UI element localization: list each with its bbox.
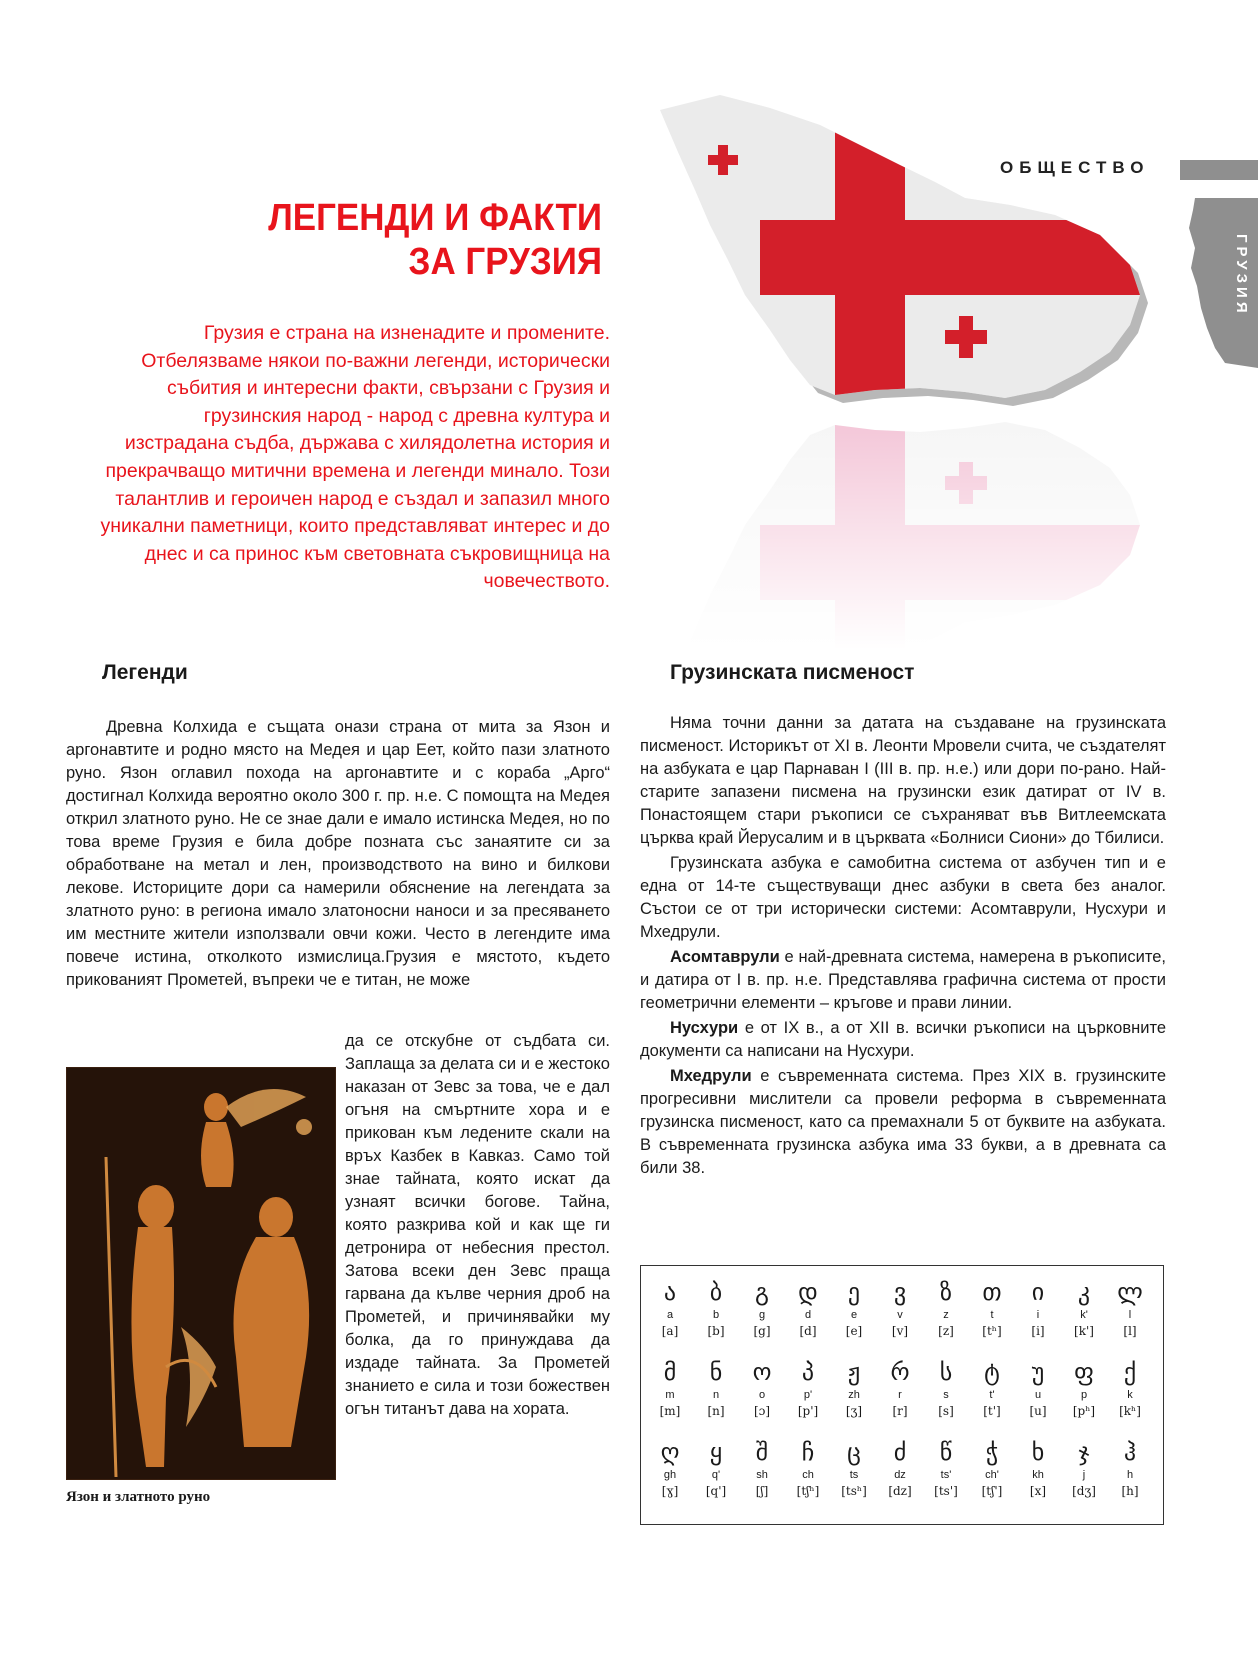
script-paragraph-5	[640, 1065, 1166, 1180]
script-paragraph-2: Грузинската азбука е самобитна система от азбучен тип и е една от 14-те съществуващи днес азбуки в света без аналог. Състои се от три исторически системи: Асомтаврули, Нусхури и Мхедрули.	[640, 854, 1166, 941]
ipa-transcription: [n]	[707, 1404, 725, 1418]
ipa-transcription: [ɔ]	[753, 1404, 771, 1418]
alphabet-cell	[969, 1358, 1015, 1419]
latin-transliteration: q'	[711, 1469, 721, 1481]
script-body	[640, 712, 1166, 1182]
georgian-alphabet-table	[640, 1265, 1164, 1525]
georgian-letter: შ	[755, 1438, 769, 1466]
ipa-transcription: [d]	[799, 1324, 817, 1338]
jason-golden-fleece-painting	[66, 1067, 336, 1480]
ipa-transcription: [ʃ]	[755, 1484, 769, 1498]
georgian-letter: ჰ	[1123, 1438, 1137, 1466]
latin-transliteration: l	[1128, 1309, 1132, 1321]
script-paragraph-4	[640, 1017, 1166, 1063]
alphabet-cell	[1015, 1278, 1061, 1339]
latin-transliteration: kh	[1032, 1469, 1044, 1481]
asomtavruli-text: е най-древната система, намерена в ръкописите, и датира от I в. пр. н.е. Представлява графична система от прости геометрични елементи – кръгове и прави линии.	[640, 948, 1166, 1012]
ipa-transcription: [tʃʰ]	[796, 1484, 820, 1498]
nuskhuri-text: е от IX в., а от XII в. всички ръкописи на църковните документи са написани на Нусхури.	[640, 1019, 1166, 1060]
latin-transliteration: t	[990, 1309, 994, 1321]
alphabet-cell	[647, 1358, 693, 1419]
asomtavruli-term: Асомтаврули	[670, 948, 780, 966]
alphabet-cell	[739, 1358, 785, 1419]
ipa-transcription: [s]	[938, 1404, 954, 1418]
ipa-transcription: [a]	[661, 1324, 679, 1338]
latin-transliteration: b	[712, 1309, 720, 1321]
legends-paragraph-2: да се отскубне от съдбата си. Заплаща за делата си и е жестоко наказан от Зевс за това, че е дал огъня на смъртните хора и е прикован към ледените скали на връх Казбек в Кавказ. Само той знае тайната, която искат да узнаят всички богове. Тайна, която разкрива кой и как ще ги детронира от небесния престол. Затова всеки ден Зевс праща гарвана да кълве черния дроб на Прометей, и причинявайки му болка, да го принуждава да издаде тайната. За Прометей знанието е сила и този божествен огън титанът дава на хората.	[345, 1032, 610, 1418]
legends-heading: Легенди	[102, 661, 188, 684]
alphabet-cell	[785, 1358, 831, 1419]
latin-transliteration: z	[943, 1309, 949, 1321]
georgian-letter: ს	[939, 1358, 953, 1386]
latin-transliteration: ts	[849, 1469, 859, 1481]
alphabet-cell	[831, 1358, 877, 1419]
article-title	[232, 196, 602, 284]
alphabet-cell	[877, 1358, 923, 1419]
alphabet-cell	[831, 1438, 877, 1499]
georgian-letter: პ	[801, 1358, 815, 1386]
georgian-letter: ლ	[1117, 1278, 1143, 1306]
ipa-transcription: [tʃ']	[981, 1484, 1003, 1498]
latin-transliteration: d	[804, 1309, 812, 1321]
article-title-line-2: ЗА ГРУЗИЯ	[408, 241, 602, 283]
alphabet-cell	[1107, 1278, 1153, 1339]
ipa-transcription: [u]	[1029, 1404, 1047, 1418]
script-paragraph-3	[640, 946, 1166, 1015]
latin-transliteration: i	[1036, 1309, 1040, 1321]
latin-transliteration: u	[1034, 1389, 1042, 1401]
latin-transliteration: dz	[894, 1469, 906, 1481]
ipa-transcription: [p']	[797, 1404, 819, 1418]
alphabet-cell	[1061, 1278, 1107, 1339]
georgian-letter: ც	[847, 1438, 861, 1466]
alphabet-cell	[1061, 1438, 1107, 1499]
alphabet-cell	[1107, 1358, 1153, 1419]
georgian-letter: დ	[798, 1278, 818, 1306]
ipa-transcription: [h]	[1121, 1484, 1139, 1498]
script-paragraph-1: Няма точни данни за датата на създаване на грузинската писменост. Историкът от XI в. Леонти Мровели счита, че създателят на азбуката е цар Парнаван I (III в. пр. н.е.) или дори по-рано. Най-старите запазени писмена на грузински език датират от IV в. Понастоящем стари ръкописи се съхраняват във Витлеемската църква край Йерусалим и в църквата «Болниси Сиони» до Тбилиси.	[640, 714, 1166, 847]
ipa-transcription: [q']	[705, 1484, 727, 1498]
alphabet-cell	[923, 1358, 969, 1419]
alphabet-cell	[923, 1438, 969, 1499]
georgian-letter: თ	[982, 1278, 1002, 1306]
ipa-transcription: [b]	[707, 1324, 725, 1338]
alphabet-cell	[1061, 1358, 1107, 1419]
georgian-letter: ღ	[660, 1438, 680, 1466]
latin-transliteration: e	[850, 1309, 858, 1321]
latin-transliteration: zh	[848, 1389, 860, 1401]
ipa-transcription: [i]	[1031, 1324, 1045, 1338]
georgian-letter: ი	[1031, 1278, 1045, 1306]
alphabet-cell	[877, 1278, 923, 1339]
alphabet-cell	[1015, 1358, 1061, 1419]
ipa-transcription: [z]	[938, 1324, 954, 1338]
alphabet-cell	[969, 1438, 1015, 1499]
latin-transliteration: r	[898, 1389, 902, 1401]
latin-transliteration: p'	[803, 1389, 813, 1401]
alphabet-cell	[647, 1438, 693, 1499]
alphabet-cell	[831, 1278, 877, 1339]
latin-transliteration: g	[758, 1309, 766, 1321]
georgian-letter: ე	[847, 1278, 861, 1306]
ipa-transcription: [t']	[983, 1404, 1001, 1418]
mkhedruli-term: Мхедрули	[670, 1067, 752, 1085]
article-title-line-1: ЛЕГЕНДИ И ФАКТИ	[268, 197, 602, 239]
alphabet-cell	[785, 1278, 831, 1339]
georgian-letter: ყ	[709, 1438, 723, 1466]
georgian-letter: ფ	[1074, 1358, 1094, 1386]
alphabet-cell	[969, 1278, 1015, 1339]
latin-transliteration: j	[1082, 1469, 1086, 1481]
georgian-letter: ჯ	[1078, 1438, 1090, 1466]
nuskhuri-term: Нусхури	[670, 1019, 739, 1037]
script-heading: Грузинската писменост	[670, 661, 915, 684]
georgian-letter: მ	[663, 1358, 677, 1386]
latin-transliteration: ch'	[985, 1469, 999, 1481]
latin-transliteration: k	[1127, 1389, 1133, 1401]
latin-transliteration: ts'	[940, 1469, 952, 1481]
latin-transliteration: k'	[1080, 1309, 1088, 1321]
ipa-transcription: [x]	[1029, 1484, 1047, 1498]
mkhedruli-text: е съвременната система. През XIX в. грузинските прогресивни мислители са провели реформа в съвременната грузинска писменост, като са премахнали 5 от буквите на азбуката. В съвременната грузинска азбука има 33 букви, а в древната са били 38.	[640, 1067, 1166, 1177]
georgian-letter: ჩ	[801, 1438, 815, 1466]
georgian-letter: კ	[1077, 1278, 1091, 1306]
alphabet-row-2	[647, 1358, 1157, 1419]
latin-transliteration: m	[665, 1389, 675, 1401]
georgian-letter: ნ	[709, 1358, 723, 1386]
latin-transliteration: a	[666, 1309, 674, 1321]
section-label: ОБЩЕСТВО	[1000, 158, 1150, 177]
alphabet-cell	[923, 1278, 969, 1339]
latin-transliteration: sh	[756, 1469, 768, 1481]
ipa-transcription: [kʰ]	[1119, 1404, 1141, 1418]
ipa-transcription: [ts']	[934, 1484, 958, 1498]
ipa-transcription: [dz]	[888, 1484, 912, 1498]
ipa-transcription: [ɣ]	[661, 1484, 679, 1498]
ipa-transcription: [pʰ]	[1072, 1404, 1096, 1418]
alphabet-cell	[647, 1278, 693, 1339]
alphabet-row-3	[647, 1438, 1157, 1499]
alphabet-cell	[693, 1438, 739, 1499]
alphabet-cell	[693, 1358, 739, 1419]
alphabet-cell	[1107, 1438, 1153, 1499]
ipa-transcription: [m]	[659, 1404, 681, 1418]
latin-transliteration: s	[943, 1389, 949, 1401]
ipa-transcription: [tsʰ]	[841, 1484, 867, 1498]
legends-paragraph-1: Древна Колхида е същата онази страна от мита за Язон и аргонавтите и родно място на Медея и цар Еет, който пази златното руно. Язон оглавил похода на аргонавтите и с кораба „Арго“ достигнал Колхида вероятно около 300 г. пр. н.е. С помощта на Медея открил златното руно. Не се знае дали е имало истинска Медея, но по това време Грузия е била добре позната със занаятите си за обработване на метал и лен, производството на вино и билкови лекове. Историците дори са намерили обяснение на легендата за златното руно: в региона имало златоносни наноси и за пресяването им местните жители използвали овчи кожи. Често в легендите има повече истина, отколкото измислица.Грузия е мястото, където прикованият Прометей, въпреки че е титан, не може	[66, 718, 610, 989]
ipa-transcription: [g]	[753, 1324, 771, 1338]
latin-transliteration: h	[1126, 1469, 1134, 1481]
latin-transliteration: o	[758, 1389, 766, 1401]
georgian-letter: რ	[890, 1358, 910, 1386]
latin-transliteration: gh	[663, 1469, 677, 1481]
latin-transliteration: v	[897, 1309, 903, 1321]
georgian-letter: ტ	[984, 1358, 1000, 1386]
latin-transliteration: t'	[989, 1389, 995, 1401]
georgian-letter: ძ	[893, 1438, 907, 1466]
georgian-letter: წ	[939, 1438, 953, 1466]
latin-transliteration: p	[1080, 1389, 1088, 1401]
article-intro: Грузия е страна на изненадите и промените. Отбелязваме някои по-важни легенди, исторически събития и интересни факти, свързани с Грузия и грузинския народ - народ с древна култура и изстрадана съдба, държава с хилядолетна история и прекрачващо митични времена и легенди минало. Този талантлив и героичен народ е създал и запазил много уникални паметници, които представляват интерес и до днес и са принос към световната съкровищница на човечеството.	[100, 322, 610, 593]
ipa-transcription: [dʒ]	[1072, 1484, 1096, 1498]
georgian-letter: ბ	[709, 1278, 723, 1306]
georgian-letter: ა	[663, 1278, 677, 1306]
ipa-transcription: [e]	[845, 1324, 863, 1338]
latin-transliteration: ch	[802, 1469, 814, 1481]
alphabet-cell	[739, 1278, 785, 1339]
ipa-transcription: [k']	[1074, 1324, 1094, 1338]
image-caption: Язон и златното руно	[66, 1489, 211, 1505]
ipa-transcription: [r]	[892, 1404, 908, 1418]
alphabet-cell	[1015, 1438, 1061, 1499]
alphabet-cell	[785, 1438, 831, 1499]
alphabet-cell	[693, 1278, 739, 1339]
side-tab-label: ГРУЗИЯ	[1233, 233, 1250, 317]
alphabet-cell	[877, 1438, 923, 1499]
latin-transliteration: n	[712, 1389, 720, 1401]
georgian-letter: ქ	[1123, 1358, 1137, 1386]
ipa-transcription: [ʒ]	[845, 1404, 863, 1418]
ipa-transcription: [l]	[1123, 1324, 1137, 1338]
georgian-letter: გ	[755, 1278, 769, 1306]
ipa-transcription: [v]	[891, 1324, 909, 1338]
georgian-letter: ჟ	[847, 1358, 861, 1386]
ipa-transcription: [tʰ]	[982, 1324, 1002, 1338]
georgian-letter: ჭ	[985, 1438, 999, 1466]
georgian-letter: უ	[1031, 1358, 1045, 1386]
georgia-flag-map	[660, 90, 1250, 650]
georgian-letter: ზ	[939, 1278, 952, 1306]
georgian-letter: ვ	[893, 1278, 907, 1306]
alphabet-cell	[739, 1438, 785, 1499]
georgian-letter: ო	[752, 1358, 772, 1386]
georgian-letter: ხ	[1031, 1438, 1045, 1466]
alphabet-row-1	[647, 1278, 1157, 1339]
